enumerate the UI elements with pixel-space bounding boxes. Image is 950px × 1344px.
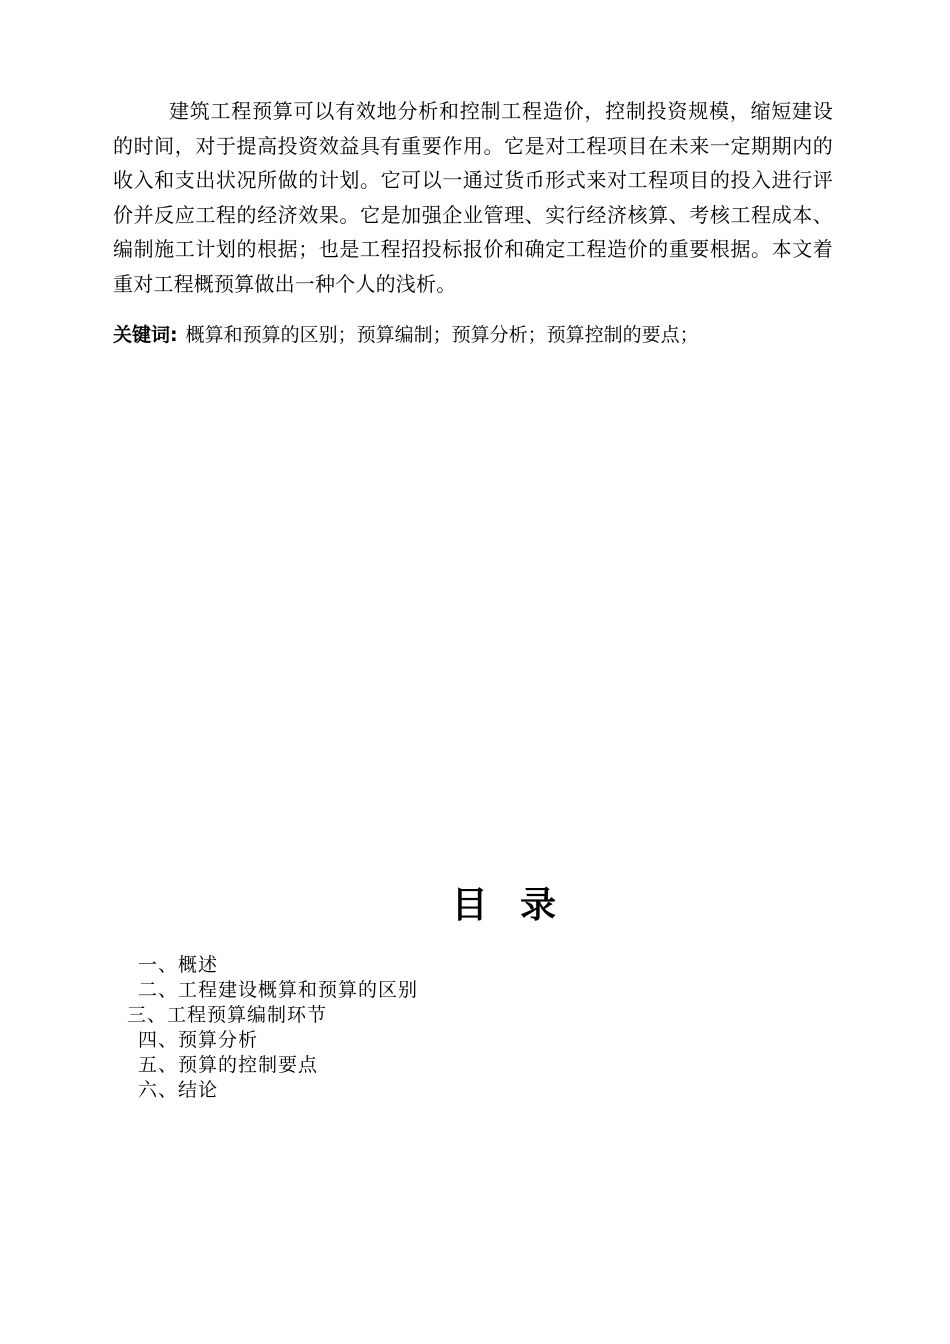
toc-item-5[interactable]: 五、预算的控制要点 xyxy=(138,1054,319,1076)
toc-item-2[interactable]: 二、工程建设概算和预算的区别 xyxy=(138,979,419,1001)
toc-title: 目录 xyxy=(451,884,589,926)
keywords-line xyxy=(113,318,833,352)
keywords-value: 概算和预算的区别；预算编制；预算分析；预算控制的要点； xyxy=(185,324,699,346)
toc-item-3[interactable]: 三、工程预算编制环节 xyxy=(127,1004,328,1026)
toc-item-1[interactable]: 一、概述 xyxy=(138,954,219,976)
keywords-label: 关键词: xyxy=(113,324,178,346)
toc-item-6[interactable]: 六、结论 xyxy=(138,1079,219,1101)
abstract-paragraph: 建筑工程预算可以有效地分析和控制工程造价，控制投资规模，缩短建设的时间，对于提高投资效益具有重要作用。它是对工程项目在未来一定期期内的收入和支出状况所做的计划。它可以一通过货币形式来对工程项目的投入进行评价并反应工程的经济效果。它是加强企业管理、实行经济核算、考核工程成本、编制施工计划的根据；也是工程招投标报价和确定工程造价的重要根据。本文着重对工程概预算做出一种个人的浅析。 xyxy=(113,99,833,296)
toc-item-4[interactable]: 四、预算分析 xyxy=(138,1029,259,1051)
